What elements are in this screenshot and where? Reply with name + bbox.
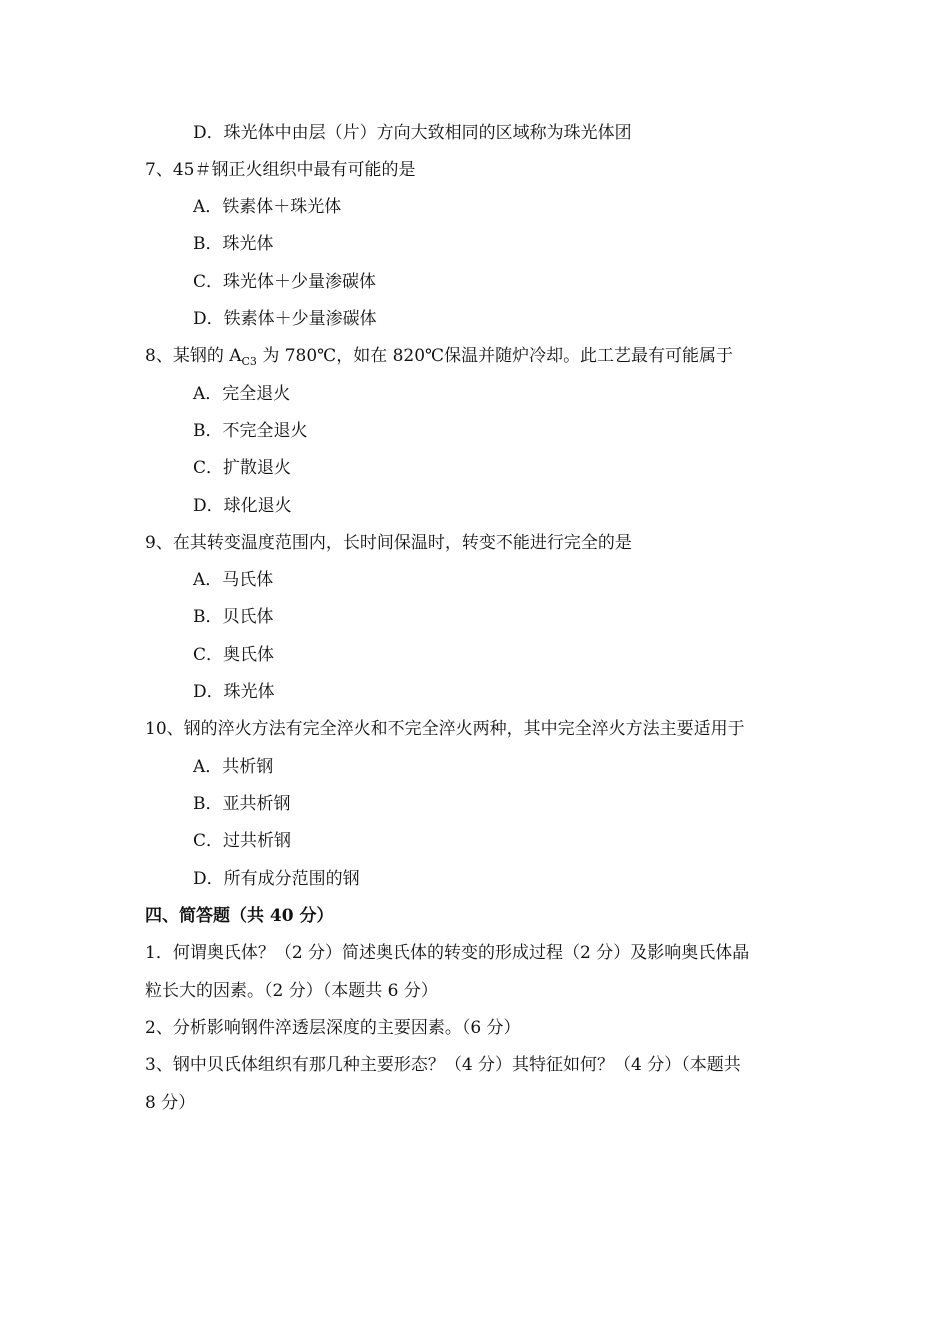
- q9-option-b: B．贝氏体: [193, 607, 274, 627]
- q8-stem: [145, 345, 733, 373]
- q7-option-b: B．珠光体: [193, 234, 274, 254]
- q8-stem-pre: 8、某钢的 A: [145, 346, 242, 366]
- s4-item1-line2: 粒长大的因素。（2 分）（本题共 6 分）: [145, 981, 438, 1001]
- q7-option-a: A．铁素体＋珠光体: [193, 197, 342, 217]
- s4-item2-line1: 2、分析影响钢件淬透层深度的主要因素。（6 分）: [145, 1018, 521, 1038]
- q10-option-d: D．所有成分范围的钢: [193, 869, 360, 889]
- q7-option-d: D．铁素体＋少量渗碳体: [193, 309, 377, 329]
- q10-option-b: B．亚共析钢: [193, 794, 291, 814]
- q7-stem: 7、45＃钢正火组织中最有可能的是: [145, 160, 416, 180]
- q9-option-c: C．奥氏体: [193, 645, 275, 665]
- q8-stem-post: 为 780℃，如在 820℃保温并随炉冷却。此工艺最有可能属于: [256, 346, 734, 366]
- q10-stem: 10、钢的淬火方法有完全淬火和不完全淬火两种，其中完全淬火方法主要适用于: [145, 719, 745, 739]
- q8-option-d: D．球化退火: [193, 496, 292, 516]
- s4-item3-line1: 3、钢中贝氏体组织有那几种主要形态？（4 分）其特征如何？（4 分）（本题共: [145, 1055, 741, 1075]
- q8-option-c: C．扩散退火: [193, 458, 292, 478]
- q8-stem-subscript: C3: [241, 355, 257, 368]
- q9-option-d: D．珠光体: [193, 682, 275, 702]
- s4-item1-line1: 1．何谓奥氏体？（2 分）简述奥氏体的转变的形成过程（2 分）及影响奥氏体晶: [145, 943, 750, 963]
- q9-stem: 9、在其转变温度范围内，长时间保温时，转变不能进行完全的是: [145, 533, 632, 553]
- q8-option-b: B．不完全退火: [193, 421, 308, 441]
- q6-option-d: D．珠光体中由层（片）方向大致相同的区域称为珠光体团: [193, 123, 632, 143]
- q8-option-a: A．完全退火: [193, 384, 291, 404]
- q9-option-a: A．马氏体: [193, 570, 274, 590]
- section4-heading: 四、简答题（共 40 分）: [145, 906, 334, 926]
- q10-option-c: C．过共析钢: [193, 831, 292, 851]
- q7-option-c: C．珠光体＋少量渗碳体: [193, 272, 377, 292]
- s4-item3-line2: 8 分）: [145, 1093, 196, 1113]
- q10-option-a: A．共析钢: [193, 757, 274, 777]
